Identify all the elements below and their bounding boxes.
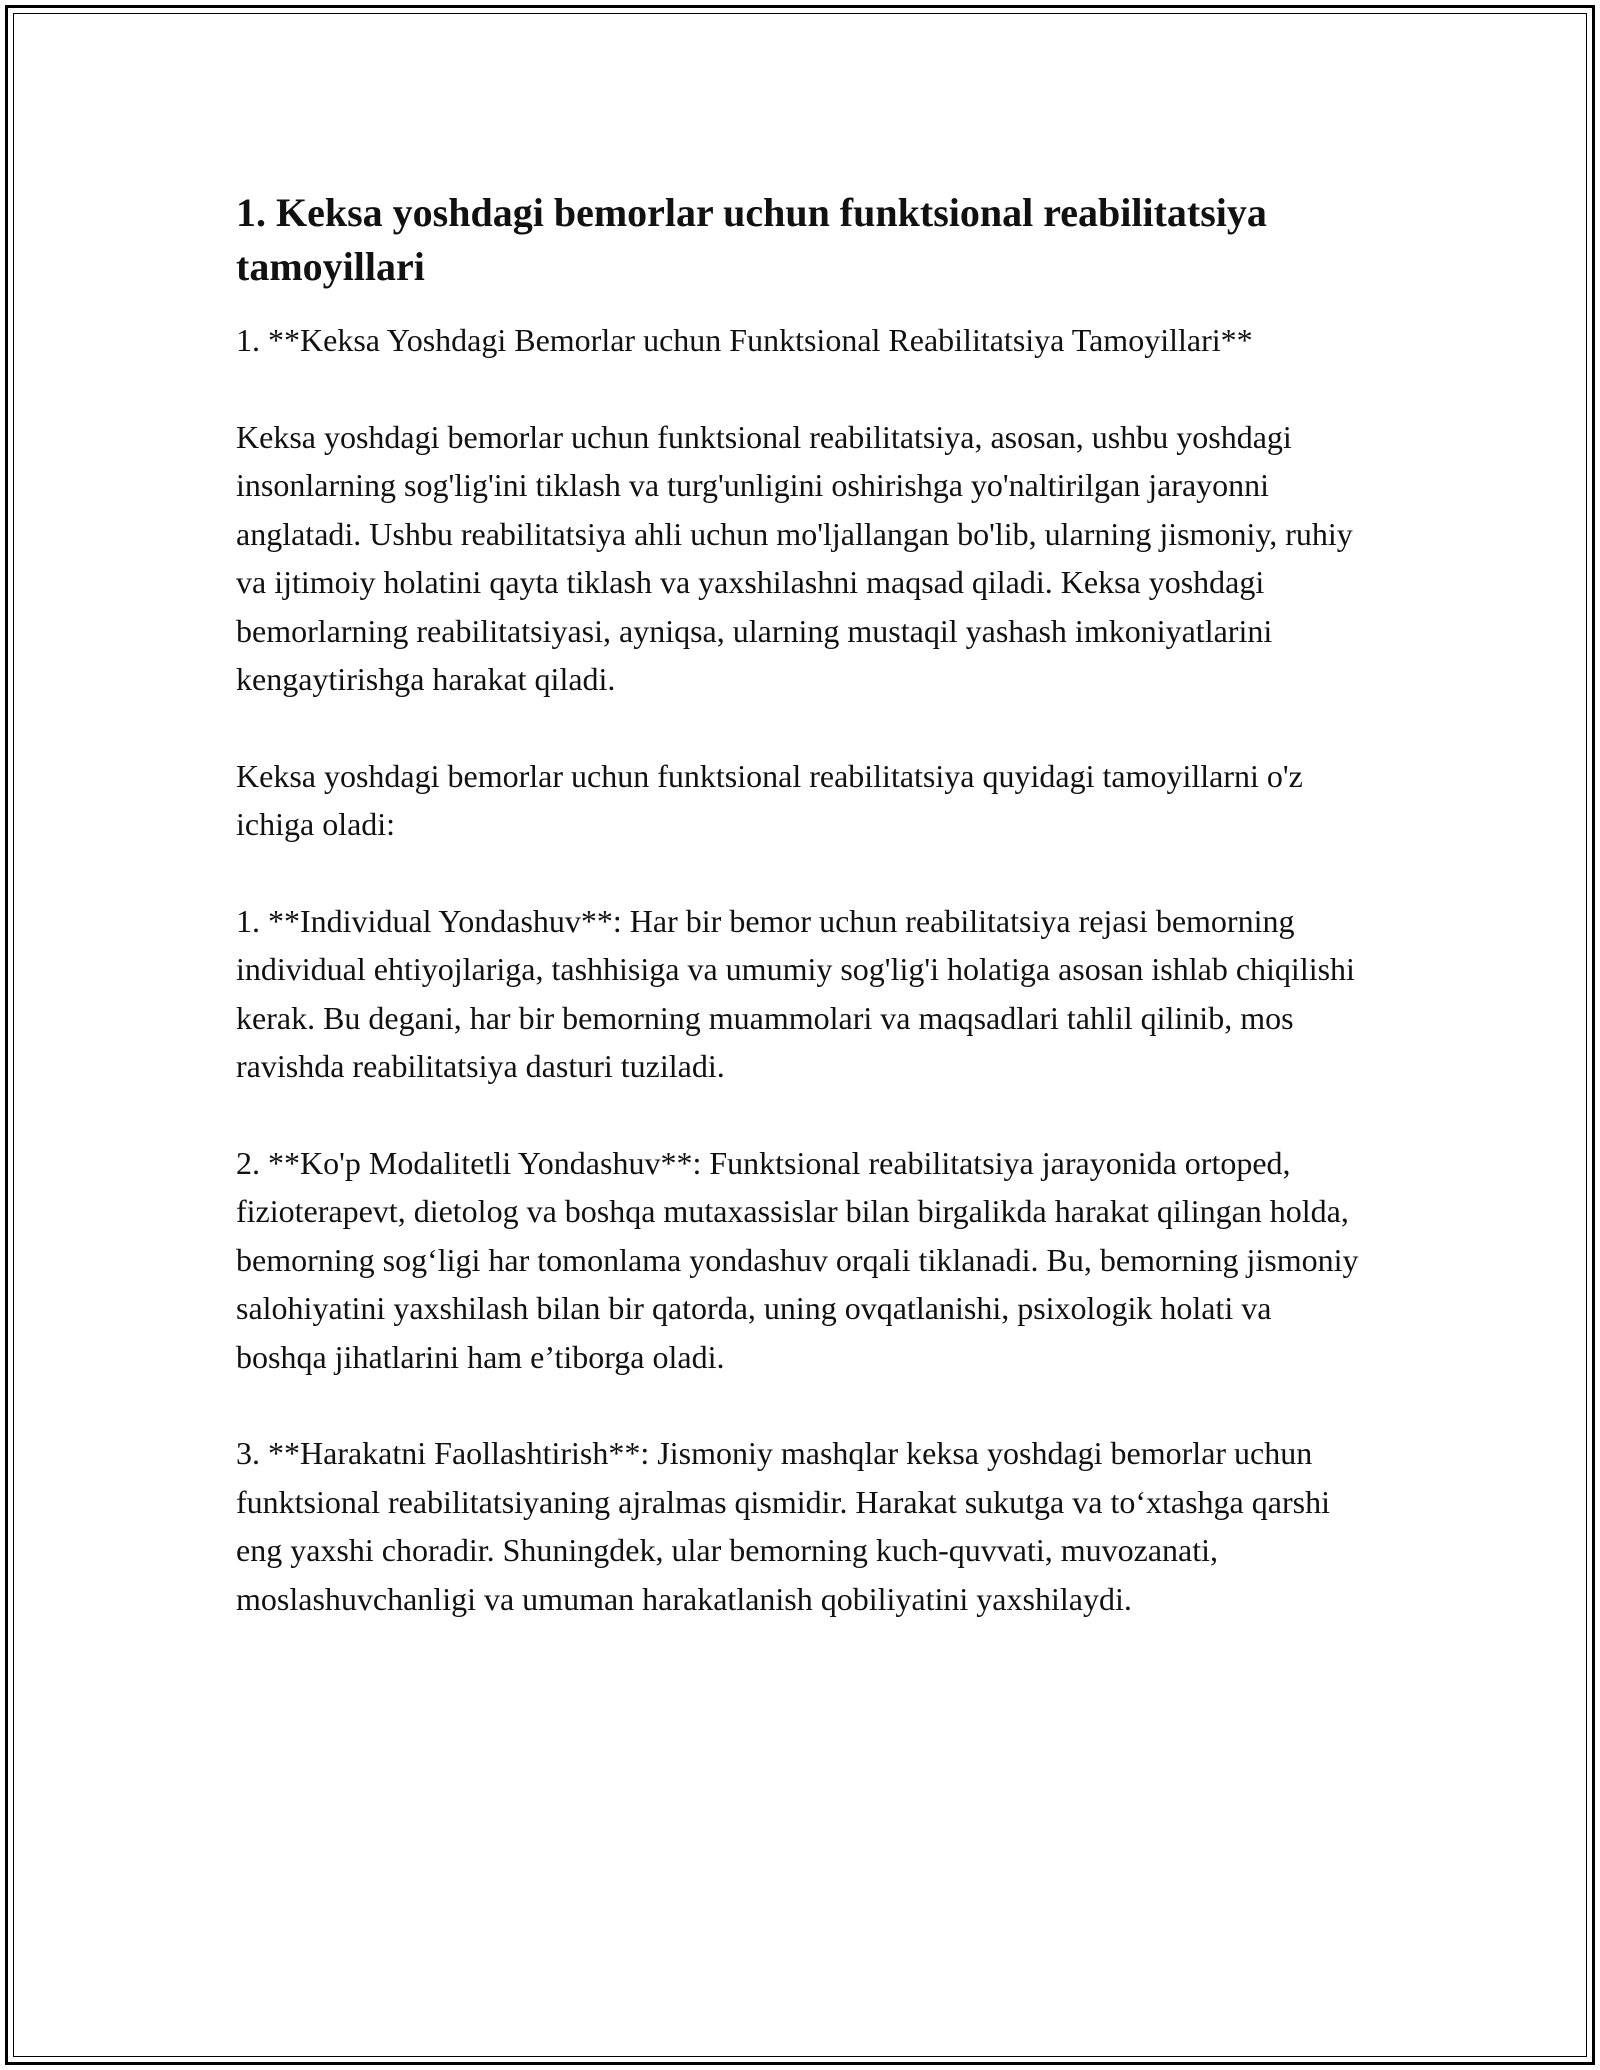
document-body	[236, 186, 1366, 1671]
paragraph-intro: Keksa yoshdagi bemorlar uchun funktsional reabilitatsiya, asosan, ushbu yoshdagi insonlarning sog'lig'ini tiklash va turg'unligini oshirishga yo'naltirilgan jarayonni anglatadi. Ushbu reabilitatsiya ahli uchun mo'ljallangan bo'lib, ularning jismoniy, ruhiy va ijtimoiy holatini qayta tiklash va yaxshilashni maqsad qiladi. Keksa yoshdagi bemorlarning reabilitatsiyasi, ayniqsa, ularning mustaqil yashash imkoniyatlarini kengaytirishga harakat qiladi.	[236, 418, 1353, 697]
paragraph-subheading: 1. **Keksa Yoshdagi Bemorlar uchun Funktsional Reabilitatsiya Tamoyillari**	[236, 322, 1253, 358]
paragraph-principle-1: 1. **Individual Yondashuv**: Har bir bemor uchun reabilitatsiya rejasi bemorning individual ehtiyojlariga, tashhisiga va umumiy sog'lig'i holatiga asosan ishlab chiqilishi kerak. Bu degani, har bir bemorning muammolari va maqsadlari tahlil qilinib, mos ravishda reabilitatsiya dasturi tuziladi.	[236, 902, 1355, 1084]
paragraph-principle-3: 3. **Harakatni Faollashtirish**: Jismoniy mashqlar keksa yoshdagi bemorlar uchun funktsional reabilitatsiyaning ajralmas qismidir. Harakat sukutga va to‘xtashga qarshi eng yaxshi choradir. Shuningdek, ular bemorning kuch-quvvati, muvozanati, moslashuvchanligi va umuman harakatlanish qobiliyatini yaxshilaydi.	[236, 1435, 1330, 1617]
paragraph-principle-2: 2. **Ko'p Modalitetli Yondashuv**: Funktsional reabilitatsiya jarayonida ortoped, fizioterapevt, dietolog va boshqa mutaxassislar bilan birgalikda harakat qilingan holda, bemorning sog‘ligi har tomonlama yondashuv orqali tiklanadi. Bu, bemorning jismoniy salohiyatini yaxshilash bilan bir qatorda, uning ovqatlanishi, psixologik holati va boshqa jihatlarini ham e’tiborga oladi.	[236, 1144, 1359, 1375]
document-title: 1. Keksa yoshdagi bemorlar uchun funktsional reabilitatsiya tamoyillari	[236, 190, 1267, 289]
paragraph-principles-lead: Keksa yoshdagi bemorlar uchun funktsional reabilitatsiya quyidagi tamoyillarni o'z ichiga oladi:	[236, 757, 1303, 842]
